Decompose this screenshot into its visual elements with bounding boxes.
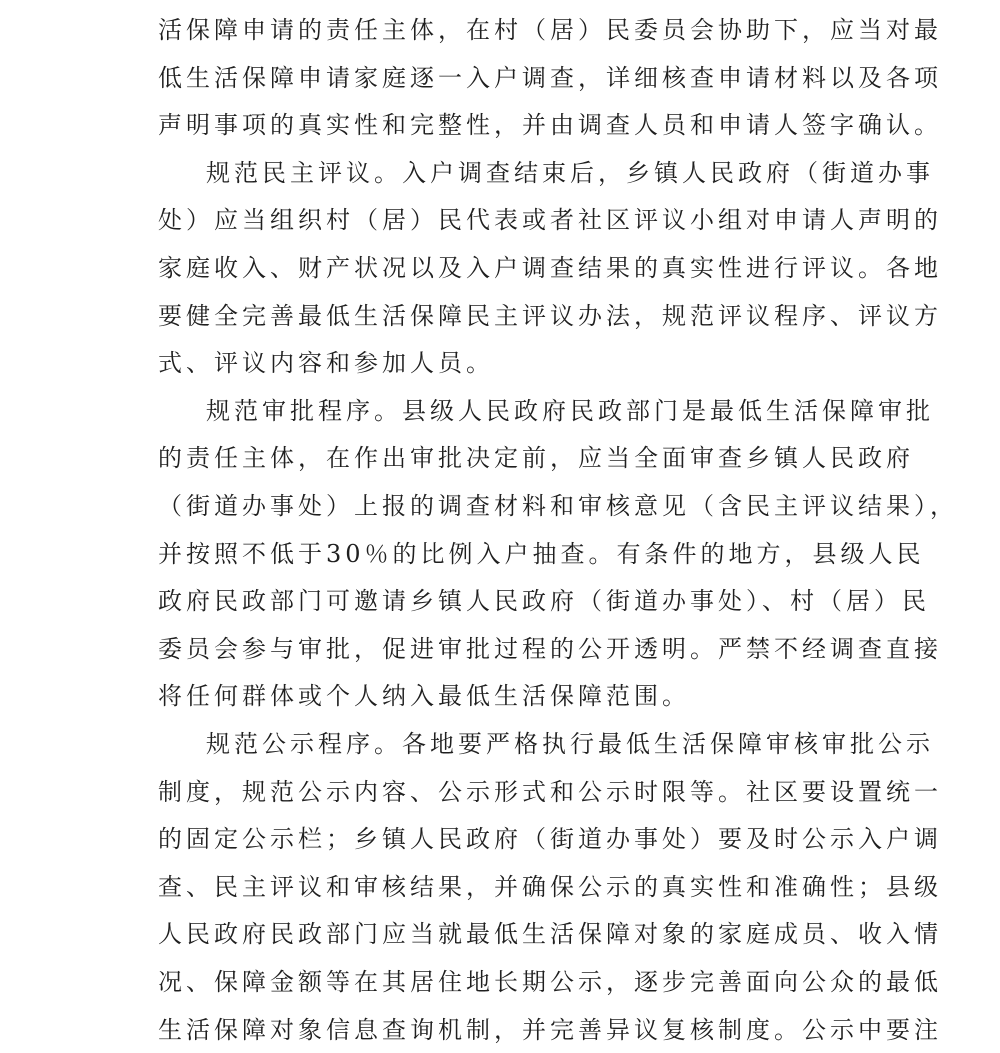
text-line: 将任何群体或个人纳入最低生活保障范围。 [158,682,690,710]
text-line: 处）应当组织村（居）民代表或者社区评议小组对申请人声明的 [158,206,942,234]
text-line: 人民政府民政部门应当就最低生活保障对象的家庭成员、收入情 [158,920,942,948]
text-line: 规范审批程序。县级人民政府民政部门是最低生活保障审批 [206,397,934,425]
text-line: 规范民主评议。入户调查结束后，乡镇人民政府（街道办事 [206,159,934,187]
text-line: 并按照不低于30％的比例入户抽查。有条件的地方，县级人民 [158,540,925,568]
text-line: 委员会参与审批，促进审批过程的公开透明。严禁不经调查直接 [158,635,942,663]
text-line: 制度，规范公示内容、公示形式和公示时限等。社区要设置统一 [158,778,942,806]
text-line: 生活保障对象信息查询机制，并完善异议复核制度。公示中要注 [158,1016,942,1044]
text-line: 的固定公示栏；乡镇人民政府（街道办事处）要及时公示入户调 [158,825,942,853]
text-line: 式、评议内容和参加人员。 [158,349,494,377]
text-line: 的责任主体，在作出审批决定前，应当全面审查乡镇人民政府 [158,444,914,472]
text-line: 家庭收入、财产状况以及入户调查结果的真实性进行评议。各地 [158,254,942,282]
text-line: 规范公示程序。各地要严格执行最低生活保障审核审批公示 [206,730,934,758]
text-line: 要健全完善最低生活保障民主评议办法，规范评议程序、评议方 [158,302,942,330]
text-line: 活保障申请的责任主体，在村（居）民委员会协助下，应当对最 [158,16,942,44]
text-line: 声明事项的真实性和完整性，并由调查人员和申请人签字确认。 [158,111,942,139]
text-line: 查、民主评议和审核结果，并确保公示的真实性和准确性；县级 [158,873,942,901]
text-line: （街道办事处）上报的调查材料和审核意见（含民主评议结果）， [158,492,958,520]
text-line: 政府民政部门可邀请乡镇人民政府（街道办事处）、村（居）民 [158,587,930,615]
text-line: 低生活保障申请家庭逐一入户调查，详细核查申请材料以及各项 [158,64,942,92]
text-line: 况、保障金额等在其居住地长期公示，逐步完善面向公众的最低 [158,968,942,996]
